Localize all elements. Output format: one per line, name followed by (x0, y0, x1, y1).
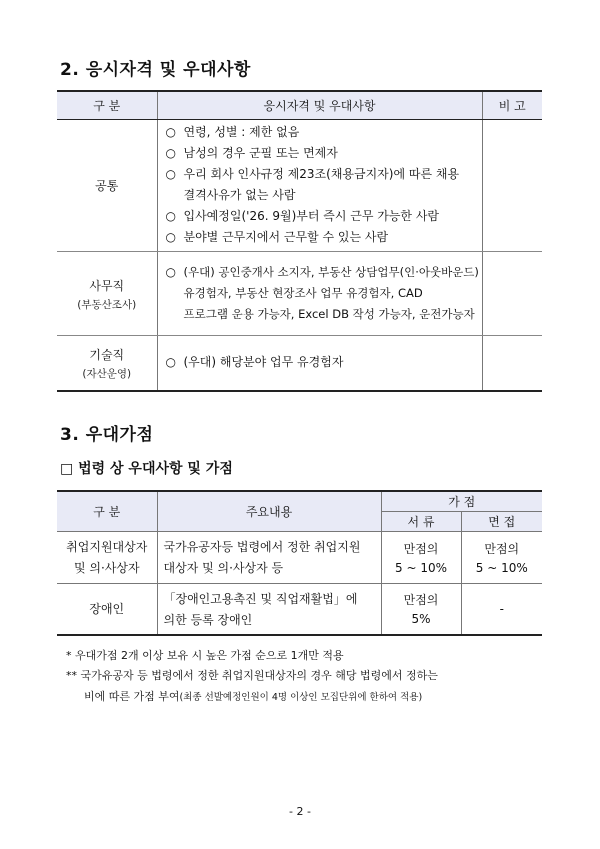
row-content-line1: 국가유공자등 법령에서 정한 취업지원 (163, 540, 361, 554)
interview-line1: 만점의 (484, 541, 520, 556)
common-item-3-cont: 결격사유가 없는 사람 (183, 188, 296, 202)
office-line-2: 유경험자, 부동산 현장조사 업무 유경험자, CAD (183, 285, 423, 300)
remark-tech (482, 335, 542, 391)
office-label: 사무직 (89, 278, 125, 293)
col-header-content: 주요내용 (157, 491, 381, 531)
col-header-remark: 비 고 (482, 91, 542, 119)
note-2-small: (최종 선발예정인원이 4명 이상인 모집단위에 한하여 적용) (179, 692, 423, 703)
remark-common (482, 119, 542, 251)
row-label-tech (57, 335, 157, 391)
remark-office (482, 251, 542, 335)
row-content-line2: 대상자 및 의·사상자 등 (163, 561, 284, 575)
bonus-points-table (57, 490, 542, 636)
section3-title: 3. 우대가점 (60, 425, 154, 445)
common-item-2: 남성의 경우 군필 또는 면제자 (183, 146, 338, 160)
row-content (157, 531, 381, 583)
tech-label: 기술직 (89, 348, 125, 363)
tech-line-1: (우대) 해당분야 업무 유경험자 (183, 355, 344, 370)
row-label: 장애인 (57, 583, 157, 635)
row-label-line1: 취업지원대상자 (66, 540, 148, 554)
common-item-3: 우리 회사 인사규정 제23조(채용금지자)에 따른 채용 (183, 167, 460, 181)
note-1: * 우대가점 2개 이상 보유 시 높은 가점 순으로 1개만 적용 (66, 649, 344, 662)
note-2-line2 (84, 687, 422, 708)
office-sublabel: (부동산조사) (77, 298, 137, 311)
row-interview: - (461, 583, 542, 635)
col-header-division: 구 분 (57, 91, 157, 119)
doc-line1: 만점의 (403, 541, 439, 556)
common-item-1: 연령, 성별 : 제한 없음 (183, 125, 300, 139)
row-doc (381, 531, 461, 583)
col-header-doc: 서 류 (381, 511, 461, 531)
row-interview (461, 531, 542, 583)
office-items: ○ (우대) 공인중개사 소지자, 부동산 상담업무(인·아웃바운드) 유경험자, 부동산 현장조사 업무 유경험자, CAD 프로그램 운용 가능자, Excel DB 작성 가능자, 운전가능자 (157, 251, 482, 335)
row-label-common: 공통 (57, 119, 157, 251)
note-2-text: 비에 따른 가점 부여 (84, 690, 180, 703)
qualification-table (57, 90, 542, 392)
table-row (57, 531, 542, 583)
table-row-tech (57, 335, 542, 391)
doc-line1: 만점의 (403, 593, 439, 608)
interview-line2: 5 ~ 10% (475, 560, 528, 575)
common-item-4: 입사예정일('26. 9월)부터 즉시 근무 가능한 사람 (183, 209, 440, 223)
tech-items: ○ (우대) 해당분야 업무 유경험자 (157, 335, 482, 391)
office-line-3: 프로그램 운용 가능자, Excel DB 작성 가능자, 운전가능자 (183, 306, 475, 321)
note-2-line1: ** 국가유공자 등 법령에서 정한 취업지원대상자의 경우 해당 법령에서 정하는 (66, 669, 438, 682)
section3-subtitle: □ 법령 상 우대사항 및 가점 (60, 461, 233, 477)
tech-sublabel: (자산운영) (82, 368, 132, 381)
col-header-points: 가 점 (381, 491, 542, 511)
row-content-line1: 「장애인고용촉진 및 직업재활법」에 (163, 591, 358, 606)
section2-title: 2. 응시자격 및 우대사항 (60, 60, 251, 80)
row-doc (381, 583, 461, 635)
col-header-interview: 면 접 (461, 511, 542, 531)
common-item-5: 분야별 근무지에서 근무할 수 있는 사람 (183, 230, 389, 244)
col-header-division: 구 분 (57, 491, 157, 531)
row-content-line2: 의한 등록 장애인 (163, 612, 253, 627)
row-label-office (57, 251, 157, 335)
col-header-qualification: 응시자격 및 우대사항 (157, 91, 482, 119)
row-content (157, 583, 381, 635)
table-header-row (57, 91, 542, 119)
doc-line2: 5 ~ 10% (395, 560, 447, 575)
doc-line2: 5% (411, 612, 431, 627)
table-row-common (57, 119, 542, 251)
table-row-office (57, 251, 542, 335)
office-line-1: (우대) 공인중개사 소지자, 부동산 상담업무(인·아웃바운드) (183, 264, 479, 279)
page-number: - 2 - (289, 805, 311, 818)
row-label-line2: 및 의·사상자 (73, 561, 140, 575)
common-items: ○ 연령, 성별 : 제한 없음 ○ 남성의 경우 군필 또는 면제자 ○ 우리 회사 인사규정 제23조(채용금지자)에 따른 채용 결격사유가 없는 사람 ○ 입사예정일('26. 9월)부터 즉시 근무 가능한 사람 ○ 분야별 근무지에서 근무할 수 있는 사람 (157, 119, 482, 251)
table-row (57, 583, 542, 635)
table-header-row (57, 491, 542, 511)
row-label (57, 531, 157, 583)
